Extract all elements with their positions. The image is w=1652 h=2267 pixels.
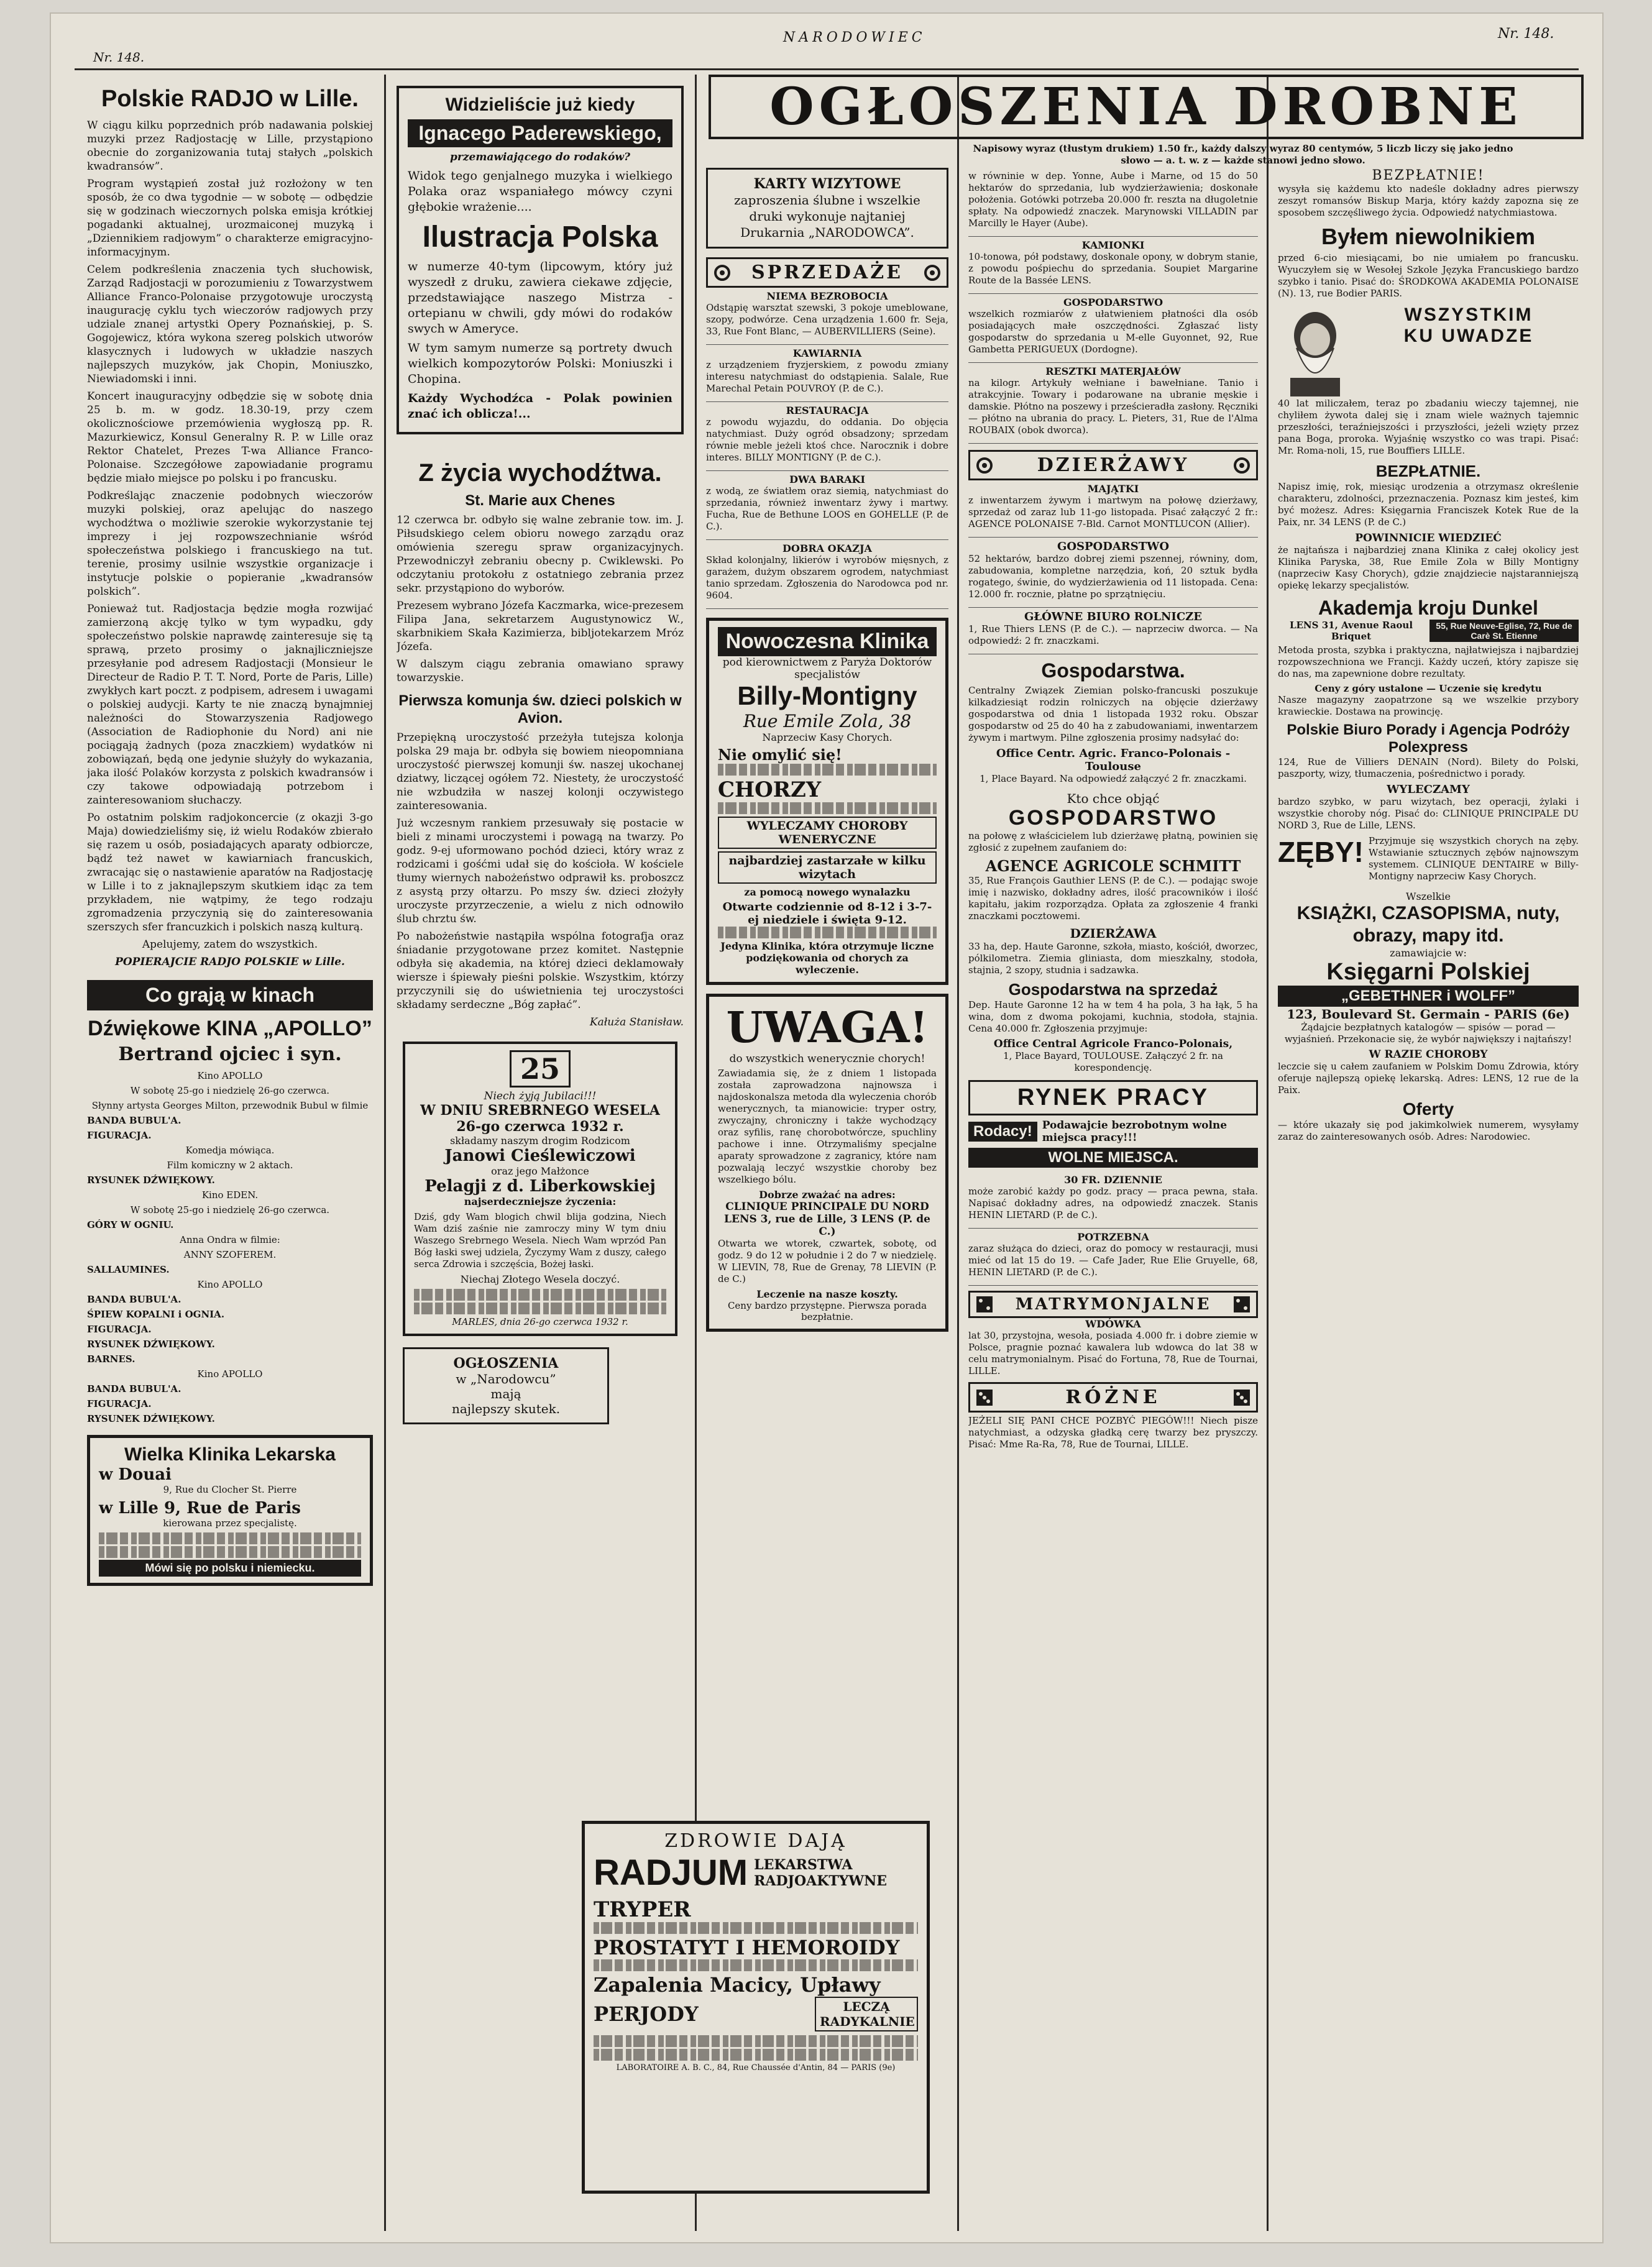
kino-line: BANDA BUBUL'A. [87, 1115, 181, 1126]
ogloszenia-line: OGŁOSZENIA [453, 1355, 559, 1372]
ad-title: KAWIARNIA [792, 347, 862, 359]
ad-title: DWA BARAKI [789, 474, 865, 485]
classified-ad [706, 471, 948, 540]
matrymonjalne-header [968, 1291, 1258, 1318]
ilustracja-polska-brand: Ilustracja Polska [422, 221, 658, 254]
jubilee-ad [403, 1042, 677, 1336]
akademja-text: Metoda prosta, szybka i praktyczna, najłatwiejsza i najbardziej rozpowszechniona we Francji. Każdy uczeń, który zapisze się do nas, ma zapewnione dobre rezultaty. [1278, 644, 1579, 679]
uwaga-clinic-name: CLINIQUE PRINCIPALE DU NORD LENS 3, rue de Lille, 3 LENS (P. de C.) [724, 1201, 930, 1238]
paper-name: NARODOWIEC [783, 30, 926, 45]
radjum-side: LEKARSTWA RADJOAKTYWNE [754, 1856, 887, 1889]
rozne-label: RÓŻNE [1065, 1386, 1161, 1408]
kino-line: Słynny artysta Georges Milton, przewodnik Bubul w filmie [91, 1100, 369, 1111]
ksiazki-title: KSIĄŻKI, CZASOPISMA, nuty, obrazy, mapy itd. [1296, 903, 1560, 946]
kino-line: RYSUNEK DŹWIĘKOWY. [87, 1413, 215, 1424]
paderewski-text: W tym samym numerze są portrety dwuch wielkich kompozytorów Polski: Moniuszki i Chopina. [408, 341, 672, 386]
kino-line: Kino APOLLO [197, 1070, 263, 1081]
jubilee-badge [414, 1050, 666, 1088]
zycie-paragraph: W dalszym ciągu zebrania omawiano sprawy towarzyskie. [397, 658, 684, 684]
uwaga-text: Zawiadamia się, że z dniem 1 listopada została zaprowadzona najnowsza i najdoskonalsza metoda dla wyleczenia chorób wenerycznych, ta mianowicie: tryper ostry, zwyczajny, chroniczny i także wychodzący oraz syfilis, ranę chorobotwórcze, spuchliny pachowe i inne. Otrzymaliśmy specjalne aparaty sprowadzone z zagranicy, które nam pozwalają leczyć wszystkie choroby bez wszelkiego bólu. [718, 1068, 937, 1185]
oferty-text: — które ukazały się pod jakimkolwiek numerem, wysyłamy zaraz do zainteresowanych osób. Adres: Narodowiec. [1278, 1119, 1579, 1142]
jubilee-line: 26-go czerwca 1932 r. [456, 1119, 624, 1135]
wdowka-title: WDÓWKA [1085, 1318, 1141, 1330]
ogloszenia-box [403, 1347, 609, 1424]
rynek-pracy-header [968, 1080, 1258, 1115]
dice-icon [1232, 1388, 1251, 1407]
ogloszenia-line: w „Narodowcu” [456, 1372, 556, 1386]
nowoczesna-new: za pomocą nowego wynalazku [744, 886, 911, 898]
rozne-text: JEŻELI SIĘ PANI CHCE POZBYĆ PIEGÓW!!! Niech pisze natychmiast, a odzyska gładką cerę twarzy bez pryszczy. Pisać: Mme Ra-Ra, 78, Rue de Tournai, LILLE. [968, 1415, 1258, 1450]
akademja-addr-right: 55, Rue Neuve-Eglise, 72, Rue de Carè St. Etienne [1429, 620, 1579, 642]
zeby-ad [1278, 835, 1579, 886]
ksiegarnia-addr: 123, Boulevard St. Germain - PARIS (6e) [1287, 1007, 1570, 1022]
column-5 [1278, 168, 1579, 2231]
radjum-ad [582, 1821, 930, 2194]
nowoczesna-addr: Rue Emile Zola, 38 [743, 711, 912, 731]
bezplatnie-text: wysyła się każdemu kto nadeśle dokładny adres pierwszy zeszyt romansów Biskup Marja, który każdy zapozna się ze sposobem szczęśliwego życia. Odpowiedź natychmiastowa. [1278, 183, 1579, 218]
uwaga-sub: do wszystkich wenerycznie chorych! [729, 1053, 925, 1065]
nowoczesna-bottom: Jedyna Klinika, która otrzymuje liczne podziękowania od chorych za wyleczenie. [720, 940, 934, 976]
paderewski-sub: przemawiającego do rodaków? [450, 151, 630, 163]
jubilee-verse: Dziś, gdy Wam blogich chwil blija godzina, Niech Wam dziś zaśnie nie zamroczy miny W tym dniu Waszego Srebrnego Wesela. Niech Wam wprzód Pan Bóg łaski swej udziela, Życzymy Wam z duszy, całego serca Zdrowia i szczęścia, Bożej łaski. [414, 1211, 666, 1270]
bezplatnie2-text: Napisz imię, rok, miesiąc urodzenia a otrzymasz określenie charakteru, zdolności, przeznaczenia. Poznasz kim jesteś, kim być możesz. Adres: Księgarnia Franciszek Kotek Rue de la Paix, nr. 34 LENS (P. de C.) [1278, 481, 1579, 528]
ad-title: GOSPODARSTWO [1063, 296, 1163, 308]
illegible-text [414, 1303, 666, 1314]
kino-line: SALLAUMINES. [87, 1264, 170, 1275]
powinnicie-title: POWINNICIE WIEDZIEĆ [1355, 532, 1502, 544]
classified-ad [968, 1171, 1258, 1229]
ad-title: RESZTKI MATERJAŁÓW [1045, 365, 1181, 377]
kino-bar: Co grają w kinach [87, 980, 373, 1010]
akademja-addr-left: LENS 31, Avenue Raoul Briquet [1289, 620, 1413, 642]
paderewski-text: Każdy Wychodźca - Polak powinien znać ich oblicza!... [408, 392, 672, 421]
radio-paragraph: Celem podkreślenia znaczenia tych słuchowisk, Zarząd Radjostacji w porozumieniu z Towarzystwem Alliance Franco-Polonaise przygotowuje uroczystą inaugurację cyklu tych wieczorów radjowych przy udziale znanej artystki Opery Poznańskiej, p. S. Gogojewicz, która wykona szereg polskich utworów klasycznych i ludowych w układzie naszych najlepszych muzyków, jak Chopin, Moniuszko, Niewiadomski i inni. [87, 263, 373, 385]
kino-line: BANDA BUBUL'A. [87, 1294, 181, 1305]
radio-paragraph: Koncert inauguracyjny odbędzie się w sobotę dnia 25 b. m. w godz. 18.30-19, przy czem okolicznościowe przemówienia wygłoszą pp. R. Mazurkiewicz, Konsul Generalny R. P. w Lille oraz Rektor Chatelet, Prezes T-wa Alliance Franco-Polonaise. Szczegółowe zapowiadanie programu będzie miało miejsce po polsku i po francusku. [87, 390, 373, 485]
radio-paragraph: Podkreślając znaczenie podobnych wieczorów muzyki polskiej, oraz apelując do naszego wychodźtwa o możliwie szerokie wykorzystanie tej imprezy i jej rozpowszechnianie wśród społeczeństwa polskiego i francuskiego na tut. terenie, prosimy usilnie wszystkie organizacje i instytucje polskie o popieranie „kwadransów polskich”. [87, 490, 373, 598]
jubilee-sign: MARLES, dnia 26-go czerwca 1932 r. [452, 1316, 628, 1327]
jubilee-line: składamy naszym drogim Rodzicom [450, 1135, 630, 1147]
nowoczesna-klinika-ad [706, 618, 948, 985]
gosp-sprzedaz-text: Dep. Haute Garonne 12 ha w tem 4 ha pola, 3 ha łąk, 5 ha wina, dom z dwoma pokojami, kuchnia, stodoła, stajnia. Cena 40.000 fr. Zgłoszenia przyjmuje: [968, 999, 1258, 1034]
masthead-rates: Napisowy wyraz (tłustym drukiem) 1.50 fr., każdy dalszy wyraz 80 centymów, 5 liczb liczy się jako jedno słowo — a. t. w. z — każde stanowi jedno słowo. [973, 143, 1513, 166]
kto-chce-line: Kto chce objąć [1067, 791, 1160, 806]
ksiegarnia-text: Żądajcie bezpłatnych katalogów — spisów — porad — wyjaśnień. Przekonacie się, że wybór największy i najtańszy! [1284, 1022, 1572, 1045]
uwaga-clinic-label: Dobrze zważać na adres: [759, 1189, 896, 1201]
classified-ad [968, 1229, 1258, 1286]
kino-line: Kino APOLLO [197, 1279, 263, 1290]
sprzedaze-header [706, 257, 948, 288]
classified-ad [706, 345, 948, 402]
wyleczamy-title: WYLECZAMY [1387, 783, 1470, 796]
zycie-paragraph: 12 czerwca br. odbyło się walne zebranie tow. im. J. Piłsudskiego celem obioru nowego zarządu oraz omówienia szeregu spraw organizacyjnych. Przewodniczył zebraniu obecny p. Cwiklewski. Po odczytaniu protokołu z ostatniego zebrania przez sekr. przystąpiono do wyborów. [397, 514, 684, 595]
gosp-sprzedaz-office: Office Central Agricole Franco-Polonais, [993, 1038, 1233, 1050]
rodacy-text: Podawajcie bezrobotnym wolne miejsca pracy!!! [1042, 1119, 1228, 1144]
karty-text: zaproszenia ślubne i wszelkie druki wykonuje najtaniej Drukarnia „NARODOWCA”. [734, 193, 920, 240]
zycie-signature: Kałuża Stanisław. [589, 1016, 684, 1028]
uwaga-ad [706, 994, 948, 1332]
radjum-line: TRYPER [594, 1897, 691, 1922]
paderewski-text: w numerze 40-tym (lipcowym, który już wyszedł z druku, zawiera ciekawe zdjęcie, przedstawiające naszego Mistrza - ortepianu w chwili, gdy mówi do rodaków swych w Ameryce. [408, 260, 672, 336]
ad-text: wszelkich rozmiarów z ułatwieniem płatności dla osób posiadających małe oszczędności. Zgłaszać listy gospodarstw do sprzedania u M-elle Guyonnet, 92, Rue Gambetta PERIGUEUX (Dordogne). [968, 308, 1258, 355]
radio-closing: POPIERAJCIE RADJO POLSKIE w Lille. [115, 956, 345, 968]
gospodarstwa-title: Gospodarstwa. [1041, 659, 1185, 682]
dice-icon [975, 1295, 994, 1314]
header-rule [75, 68, 1579, 70]
uwaga-footer: Leczenie na nasze koszty. [756, 1288, 898, 1300]
akademja-text2: Nasze magazyny zaopatrzone są we wszelkie przybory krawieckie. Dostawa na prowincję. [1278, 694, 1579, 717]
ad-text: z inwentarzem żywym i martwym na połowę dzierżawy, sprzedaż od zaraz lub 11-go listopada. Pisać załączyć 2 fr.: AGENCE POLONAISE 7-Bld. Carnot MONTLUCON (Allier). [968, 495, 1258, 529]
dzierzawy-header [968, 450, 1258, 480]
radio-paragraph: Ponieważ tut. Radjostacja będzie mogła rozwijać zamierzoną akcję tylko w tym wypadku, gdy społeczeństwo polskie naprawdę zainteresuje się tą sprawą, przeto prosimy o jaknajliczniejsze przesyłanie pod adresem Radjostacji (Monsieur le Directeur de Radio P. T. T. Nord, Porte de Paris, Lille) zwykłych kart poczt. z podpisem, adresem i uwagami o polskiej audycji. Karty te nie znaczą bynajmniej należności do Stowarzyszenia Radjowego (Association de Radiophonie du Nord) ani nie pociągają żadnych (poza znaczkiem) wydatków ni zobowiązań, będą one jedynie służyły do wykazania, jaka ilość Polaków korzysta z polskich kwadransów i czy takowe odpowiadają potrzebom i zainteresowaniom słuchaczy. [87, 603, 373, 807]
gear-icon [975, 456, 994, 475]
akademja-title: Akademja kroju Dunkel [1318, 597, 1538, 619]
ad-text: z powodu wyjazdu, do oddania. Do objęcia natychmiast. Duży ogród obsadzony; sprzedam równie meble jeżeli ktoś chce. Narocznik i dobre interes. BILLY MONTIGNY (P. de C.). [706, 416, 948, 463]
jubilee-line: oraz jego Małżonce [491, 1165, 589, 1177]
uwaga-tail: Ceny bardzo przystępne. Pierwsza porada bezpłatnie. [727, 1300, 927, 1322]
nowoczesna-sub: pod kierownictwem z Paryża Doktorów specjalistów [722, 656, 932, 681]
kino-line: BARNES. [87, 1353, 135, 1365]
jubilee-line: Niech żyją Jubilaci!!! [484, 1090, 597, 1102]
klinika-douai-title: Wielka Klinika Lekarska [124, 1444, 336, 1465]
classified-ad [968, 363, 1258, 444]
kino-line: FIGURACJA. [87, 1324, 152, 1335]
kino-title: Dźwiękowe KINA „APOLLO” [88, 1017, 372, 1040]
kino-line: Anna Ondra w filmie: [180, 1234, 280, 1245]
radjum-line: Zapalenia Macicy, Upławy [594, 1973, 881, 1997]
wyleczamy-text: bardzo szybko, w paru wizytach, bez operacji, żylaki i wszystkie choroby nóg. Pisać do: CLINIQUE PRINCIPALE DU NORD 3, Rue de Lille, LENS. [1278, 796, 1579, 831]
nowoczesna-addr2: Naprzeciw Kasy Chorych. [762, 731, 893, 743]
radjum-badge: LECZĄ RADYKALNIE [815, 1997, 918, 2031]
classified-ad [968, 480, 1258, 538]
kino-line: Film komiczny w 2 aktach. [167, 1160, 293, 1171]
ad-text: na kilogr. Artykuły wełniane i bawełniane. Tanio i atrakcyjnie. Towary i podarowane na ubranie męskie i damskie. Płótno na poszewy i prześcieradła zasłony. Ręczniki — płótno na ubrania do pracy. L. Pieters, 31, Rue de l'Alma ROUBAIX (obok dworca). [968, 377, 1258, 436]
kino-line: ANNY SZOFEREM. [183, 1249, 277, 1260]
illegible-text [594, 2049, 918, 2061]
klinika-douai-city: w Douai [99, 1465, 172, 1484]
akademja-row: Ceny z góry ustalone — Uczenie się kredytu [1315, 683, 1542, 694]
wolne-miejsca-label: WOLNE MIEJSCA. [968, 1148, 1258, 1168]
ad-title: NIEMA BEZROBOCIA [766, 290, 888, 302]
kino-line: RYSUNEK DŹWIĘKOWY. [87, 1175, 215, 1186]
jubilee-line: Pelagji z d. Liberkowskiej [424, 1177, 656, 1196]
ad-title: DOBRA OKAZJA [782, 543, 872, 554]
ad-text: 52 hektarów, bardzo dobrej ziemi pszennej, równiny, dom, zabudowania, kompletne narzędzia, koń, 20 sztuk bydła rogatego, świnie, do wydzierżawienia od 11 listopada. Cena: 12.000 fr. rocznie, płatne po sprzątnięciu. [968, 553, 1258, 600]
dzierzawa-text: 33 ha, dep. Haute Garonne, szkoła, miasto, kościół, dworzec, pólkilometra. Ziemia gliniasta, dom mieszkalny, stodoła, stajnia, 2 szopy, studnia i sadzawka. [968, 941, 1258, 976]
paderewski-text: Widok tego genjalnego muzyka i wielkiego Polaka oraz wspaniałego mówcy czyni głębokie wrażenie.... [408, 169, 672, 214]
dzierzawy-label: DZIERŻAWY [1037, 454, 1190, 476]
radio-title: Polskie RADJO w Lille. [101, 86, 359, 112]
radio-paragraph: W ciągu kilku poprzednich prób nadawania polskiej muzyki przez Radjostację w Lille, przystąpiono obecnie do zorganizowania tutaj stałych „polskich kwadransów”. [87, 119, 373, 173]
agence-text: 35, Rue François Gauthier LENS (P. de C.). — podając swoje imię i nazwisko, dokładny adres, ilość pracowników i ilość kapitału, jakim rozporządza. Opłata za zgłoszenie 4 franki znaczkami pocztowemi. [968, 875, 1258, 922]
radio-paragraph: Program wystąpień został już rozłożony w ten sposób, że co dwa tygodnie — w sobotę — odbędzie się w godzinach wieczornych polska emisja krótkiej pogadanki aktualnej, urozmaiconej muzyką i „Dziennikiem radjowym” o charakterze emigracyjno-informacyjnym. [87, 178, 373, 259]
ogloszenia-drobne-masthead [709, 75, 1584, 139]
oferty-title: Oferty [1402, 1099, 1454, 1119]
paderewski-ad [397, 86, 684, 434]
jubilee-line: W DNIU SREBRNEGO WESELA [420, 1102, 660, 1119]
ad-title: KAMIONKI [1081, 239, 1145, 251]
klinika-douai-note: kierowana przez specjalistę. [163, 1518, 297, 1529]
ad-text: w równinie w dep. Yonne, Aube i Marne, od 15 do 50 hektarów do sprzedania, lub wydzierżawienia; doskonałe położenia. Gotówki potrzeba 20.000 fr. reszta na długoletnie spłaty. Na odpowiedź znaczek. Marynowski VILLADIN par Marcilly le Hayer (Aube). [968, 170, 1258, 229]
rozne-header [968, 1382, 1258, 1413]
kino-line: FIGURACJA. [87, 1398, 152, 1409]
karty-title: KARTY WIZYTOWE [753, 176, 901, 192]
radjum-top: ZDROWIE DAJĄ [664, 1830, 847, 1852]
kino-line: FIGURACJA. [87, 1130, 152, 1141]
masthead-title: OGŁOSZENIA DROBNE [769, 77, 1523, 137]
radjum-line: PROSTATYT I HEMOROIDY [594, 1936, 900, 1959]
kino-line: RYSUNEK DŹWIĘKOWY. [87, 1339, 215, 1350]
dice-icon [975, 1388, 994, 1407]
ad-text: zaraz służąca do dzieci, oraz do pomocy w restauracji, musi mieć od lat 15 do 19. — Cafe Jader, Rue Elie Gruyelle, 68, HENIN LIETARD (P. de C.). [968, 1243, 1258, 1278]
jubilee-line: Janowi Cieślewiczowi [444, 1147, 636, 1165]
kto-chce-text: na połowę z właścicielem lub dzierżawę płatną, powinien się zgłosić z zupełnem zaufaniem do: [968, 830, 1258, 853]
biuro-text: 124, Rue de Villiers DENAIN (Nord). Bilety do Polski, paszporty, wizy, tłumaczenia, pośrednictwo i porady. [1278, 756, 1579, 779]
ad-title: RESTAURACJA [786, 405, 869, 416]
illegible-text [99, 1546, 361, 1558]
gear-icon [1232, 456, 1251, 475]
jubilee-number: 25 [510, 1050, 571, 1088]
page-number-right: Nr. 148. [1498, 26, 1554, 42]
radio-paragraph: Apelujemy, zatem do wszystkich. [142, 938, 318, 951]
rodacy-label: Rodacy! [968, 1122, 1037, 1142]
radio-paragraph: Po ostatnim polskim radjokoncercie (z okazji 3-go Maja) dowiedzieliśmy się, iż wielu Rodaków zbierało się razem u osób, posiadających aparaty odbiorcze, bądź też nawet w kawiarniach francuskich, zwracając się o nastawienie aparatów na Radjostację w Lille i to z jaknajlepszym skutkiem idąc za tem przykładem, nie wątpimy, że tego rodzaju zgromadzenia przyczynią się do zainteresowania szerszych sfer francuzkich i polskich naszą kulturą. [87, 812, 373, 933]
illegible-text [99, 1532, 361, 1544]
classified-ad [968, 168, 1258, 237]
ku-uwadze-title: KU UWADZE [1403, 326, 1534, 346]
ogloszenia-line: najlepszy skutek. [451, 1401, 561, 1416]
zycie-subtitle: Pierwsza komunja św. dzieci polskich w Avion. [398, 692, 682, 726]
ogloszenia-line: mają [490, 1386, 521, 1401]
zycie-place: St. Marie aux Chenes [465, 492, 615, 509]
zycie-paragraph: Po nabożeństwie nastąpiła wspólna fotografja oraz śniadanie przygotowane przez komitet. Następnie odbyła się akademia, na której dzieci deklamowały wiersze i śpiewały pieśni polskie. Wszystkim, którzy przyczynili się do uświetnienia tej uroczystości składamy serdeczne „Bóg zapłać”. [397, 930, 684, 1011]
nowoczesna-title: Nowoczesna Klinika [718, 627, 937, 656]
nowoczesna-name: Billy-Montigny [737, 681, 917, 710]
razie-text: leczcie się u całem zaufaniem w Polskim Domu Zdrowia, który oferuje najlepszą opiekę lekarską. Adres: LENS, 12 rue de la Paix. [1278, 1061, 1579, 1096]
ksiegarnia-name: Księgarni Polskiej [1326, 959, 1530, 985]
uwaga-hours: Otwarta we wtorek, czwartek, sobotę, od godz. 9 do 12 w południe i 2 do 7 w niedzielę. W LIEVIN, 78, Rue de Grenay, 78 LIEVIN (P. de C.) [718, 1238, 937, 1285]
klinika-douai-ad [87, 1435, 373, 1586]
zycie-title: Z życia wychodźtwa. [418, 459, 662, 487]
paderewski-heading: Widzieliście już kiedy [445, 94, 635, 115]
paderewski-name: Ignacego Paderewskiego, [408, 119, 672, 147]
column-rule-4 [1267, 75, 1269, 2231]
classified-ad [706, 402, 948, 471]
rodacy-row [968, 1119, 1258, 1144]
kino-line: Kino EDEN. [201, 1189, 259, 1201]
column-rule-1 [384, 75, 386, 2231]
illegible-text [718, 764, 937, 776]
agence-name: AGENCE AGRICOLE SCHMITT [985, 857, 1241, 875]
elder-portrait-icon [1278, 305, 1352, 398]
bezplatnie2-title: BEZPŁATNIE. [1375, 462, 1481, 480]
dice-icon [1232, 1295, 1251, 1314]
gospodarstwa-text: Centralny Związek Ziemian polsko-francuski poszukuje kilkadziesiąt rodzin rolniczych na objęcie dzierżawy gospodarstwa od dnia 1 listopada 1932 roku. Obszar gospodarstw od 25 do 40 ha z zabudowaniami, inwentarzem żywym i martwym. Pilne zgłoszenia prosimy nadsyłać do: [968, 685, 1258, 743]
ksiazki-top: Wszelkie [1406, 891, 1451, 902]
razie-title: W RAZIE CHOROBY [1369, 1048, 1488, 1061]
kino-subtitle: Bertrand ojciec i syn. [118, 1043, 342, 1065]
kino-line: Kino APOLLO [197, 1368, 263, 1380]
dzierzawa-title: DZIERŻAWA [1070, 926, 1157, 941]
nowoczesna-hours: Otwarte codziennie od 8-12 i 3-7-ej niedziele i święta 9-12. [722, 900, 932, 927]
nowoczesna-warn: Nie omylić się! [718, 746, 842, 764]
karty-ad [706, 168, 948, 249]
classified-ad [706, 288, 948, 345]
bylem-text: przed 6-cio miesiącami, bo nie umiałem po francusku. Wyuczyłem się w Wesołej Szkole Języka Francuskiego bardzo szybko i tanio. Pisać do: ŚRODKOWA AKADEMIA POLONAISE (N). 13, rue Bodier PARIS. [1278, 252, 1579, 299]
classified-ad [968, 538, 1258, 608]
nowoczesna-best: najbardziej zastarzałe w kilku wizytach [718, 851, 937, 884]
classified-ad [968, 237, 1258, 294]
ksiegarnia-name2: „GEBETHNER i WOLFF” [1278, 986, 1579, 1007]
kino-line: W sobotę 25-go i niedzielę 26-go czerwca. [130, 1204, 330, 1216]
page-number-left: Nr. 148. [93, 50, 145, 65]
illegible-text [414, 1289, 666, 1301]
ad-text: Skład kolonjalny, likierów i wyrobów mięsnych, z garażem, dużym obszarem ogrodem, natychmiast tanio sprzedam. Zgłoszenia do Narodowca pod nr. 9604. [706, 554, 948, 601]
illegible-text [594, 1922, 918, 1934]
illegible-text [718, 802, 937, 814]
gosp-sprzedaz-addr: 1, Place Bayard, TOULOUSE. Załączyć 2 fr. na korespondencję. [1003, 1050, 1223, 1073]
matrymonjalne-label: MATRYMONJALNE [1015, 1295, 1211, 1314]
klinika-douai-address: 9, Rue du Clocher St. Pierre [163, 1484, 297, 1495]
ad-title: POTRZEBNA [1077, 1231, 1149, 1243]
zeby-title: ZĘBY! [1278, 836, 1364, 868]
ad-text: z wodą, ze światłem oraz siemią, natychmiast do sprzedania, również inwentarz żywy i martwy. Fucha, Rue de Bethune LOOS en GOHELLE (P. de C.). [706, 485, 948, 532]
classified-ad [706, 540, 948, 609]
illegible-text [594, 2035, 918, 2047]
bylem-title: Byłem niewolnikiem [1321, 224, 1536, 249]
column-rule-3 [957, 75, 959, 2231]
kino-line: ŚPIEW KOPALNI i OGNIA. [87, 1309, 225, 1320]
jubilee-line: najserdeczniejsze życzenia: [464, 1196, 617, 1207]
gear-icon [923, 263, 942, 282]
sprzedaze-label: SPRZEDAŻE [751, 262, 903, 283]
ad-title: 30 FR. DZIENNIE [1064, 1174, 1162, 1186]
ksiazki-sub: zamawiajcie w: [1390, 947, 1467, 959]
ad-title: MAJĄTKI [1087, 483, 1139, 495]
bezplatnie-top: BEZPŁATNIE! [1372, 168, 1485, 183]
kino-listing [87, 1070, 373, 1425]
ad-text: 1, Rue Thiers LENS (P. de C.). — naprzeciw dworca. — Na odpowiedź: 2 fr. znaczkami. [968, 623, 1258, 646]
newspaper-page [50, 12, 1604, 2243]
gospodarstwa-addr: 1, Place Bayard. Na odpowiedź załączyć 2 fr. znaczkami. [980, 773, 1247, 784]
ad-text: Odstąpię warsztat szewski, 3 pokoje umeblowane, szopy, podwórze. Cena urządzenia 1.600 fr. Seja, 33, Rue Font Blanc, — AUBERVILLIERS (Seine). [706, 302, 948, 337]
zycie-paragraph: Przepiękną uroczystość przeżyła tutejsza kolonja polska 29 maja br. odbyła się bowiem nieopomniana uroczystość pierwszej komunji św. naszej ukochanej dziatwy, liczącej ogółem 72. Niestety, że uroczystość nie wzbudziła w naszej kolonji oczywistego zainteresowania. [397, 731, 684, 812]
radjum-big: RADJUM [594, 1853, 748, 1893]
wdowka-text: lat 30, przystojna, wesoła, posiada 4.000 fr. i dobre ziemie w Polsce, pragnie poznać kawalera lub wdowca do lat 38 w celu matrymonialnym. Pisać do Fortuna, 78, Rue de Tournai, LILLE. [968, 1330, 1258, 1376]
kino-line: GÓRY W OGNIU. [87, 1219, 174, 1230]
zycie-paragraph: Prezesem wybrano Józefa Kaczmarka, wice-prezesem Filipa Jana, sekretarzem Augustynowicz W., skarbnikiem Skała Kazimierza, bibljotekarzem Mróz Józefa. [397, 600, 684, 653]
ad-title: GŁÓWNE BIURO ROLNICZE [1024, 610, 1203, 623]
wszystkim-text: 40 lat miliczałem, teraz po zbadaniu wieczy tajemnej, nie chyliłem żywota dalej się i znam wiele ważnych tajemnic przeszłości, teraźniejszości i przyszłości, jeżeli wzięty przez pana Boga, proroka. Wyjaśnię wszystko co was trapi. Pisać: Mr. Roma-noli, 15, rue Bouffiers LILLE. [1278, 398, 1579, 456]
akademja-addresses [1278, 620, 1579, 642]
biuro-title: Polskie Biuro Porady i Agencja Podróży Polexpress [1287, 721, 1570, 756]
ad-text: 10-tonowa, pół podstawy, doskonale opony, w dobrym stanie, z powodu pośpiechu do sprzedania. Soupiet Margarine Route de la Bassée LENS. [968, 251, 1258, 286]
classified-ad [968, 294, 1258, 363]
kto-chce-title: GOSPODARSTWO [1008, 806, 1218, 830]
nowoczesna-chorzy: CHORZY [718, 777, 822, 802]
ad-text: z urządzeniem fryzjerskiem, z powodu zmiany interesu natychmiast do odstąpienia. Salale, Rue Marechal Petain POUVROY (P. de C.). [706, 359, 948, 394]
wszystkim-title: WSZYSTKIM [1404, 305, 1533, 325]
kino-line: W sobotę 25-go i niedzielę 26-go czerwca. [130, 1085, 330, 1096]
powinnicie-text: że najtańsza i najbardziej znana Klinika z całej okolicy jest Klinika Paryska, 38, Rue Emile Zola w Billy Montigny (naprzeciw Kasy Chorych), gdzie znajdziecie najstaranniejszą opiekę lekarzy specjalistów. [1278, 544, 1579, 591]
jubilee-line: Niechaj Złotego Wesela doczyć. [460, 1273, 620, 1285]
column-4 [968, 168, 1258, 2231]
klinika-lille-city: w Lille 9, Rue de Paris [99, 1499, 301, 1518]
wszystkim-ad [1278, 305, 1579, 398]
ad-text: może zarobić każdy po godz. pracy — praca pewna, stała. Napisać dokładny adres, na odpowiedź znaczek. Stanis HENIN LIETARD (P. de C.). [968, 1186, 1258, 1221]
rynek-pracy-label: RYNEK PRACY [1017, 1084, 1209, 1111]
illegible-text [718, 927, 937, 938]
radjum-foot: LABORATOIRE A. B. C., 84, Rue Chaussée d'Antin, 84 — PARIS (9e) [616, 2063, 896, 2072]
zeby-text: Przyjmuje się wszystkich chorych na zęby. Wstawianie sztucznych zębów najnowszym systemem. CLINIQUE DENTAIRE w Billy-Montigny naprzeciw Kasy Chorych. [1369, 835, 1579, 882]
column-1 [87, 86, 373, 2231]
klinika-douai-footer: Mówi się po polsku i niemiecku. [99, 1560, 361, 1577]
kino-line: BANDA BUBUL'A. [87, 1383, 181, 1395]
nowoczesna-cure: WYLECZAMY CHOROBY WENERYCZNE [718, 817, 937, 849]
ad-title: GOSPODARSTWO [1057, 540, 1170, 553]
gear-icon [713, 263, 732, 282]
illegible-text [594, 1959, 918, 1971]
uwaga-title: UWAGA! [726, 1003, 929, 1053]
radjum-line: PERJODY [594, 2002, 699, 2026]
kino-line: Komedja mówiąca. [185, 1145, 275, 1156]
zycie-paragraph: Już wczesnym rankiem przesuwały się postacie w bieli z minami uroczystemi i powagą na twarzy. Po godz. 9-ej uformowano pochód dzieci, który wraz z rodzicami i gośćmi udał się do kościoła. W kościele tłumy wiernych nabożeństwo odprawił ks. proboszcz z asystą przy ołtarzu. Po mszy św. dzieci złożyły uroczyste przyrzeczenie, a wielu z nich odnowiło ślub chrztu św. [397, 817, 684, 925]
gosp-sprzedaz-title: Gospodarstwa na sprzedaż [1008, 980, 1218, 999]
classified-ad [968, 608, 1258, 654]
gospodarstwa-office: Office Centr. Agric. Franco-Polonais - Toulouse [996, 747, 1231, 773]
